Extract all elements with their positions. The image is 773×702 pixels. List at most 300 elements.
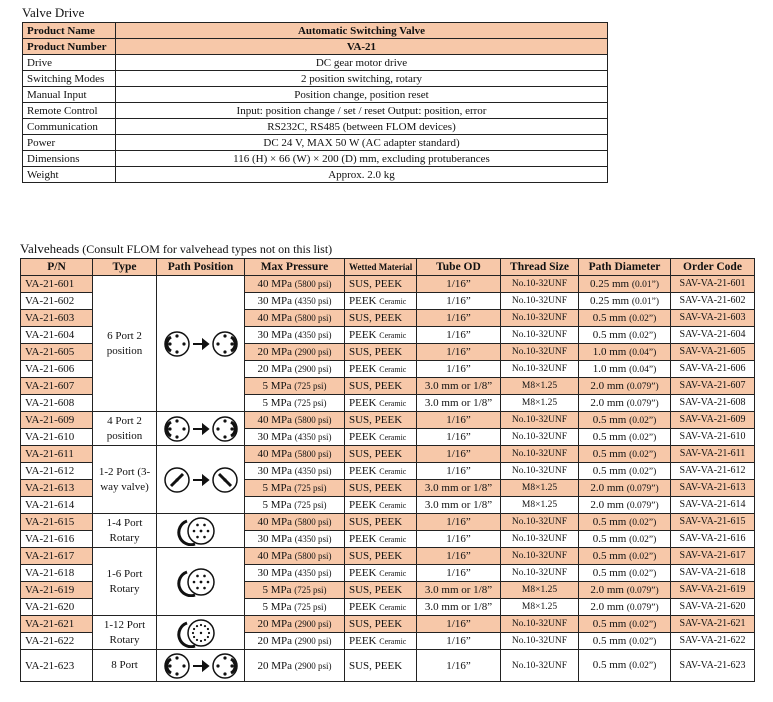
path-diameter-mm: 0.5 mm	[592, 464, 627, 477]
wetted-material-extra: Ceramic	[379, 636, 407, 646]
max-pressure-psi: (5800 psi)	[294, 415, 332, 425]
path-diameter-cell	[579, 650, 671, 682]
spec-row	[23, 103, 608, 119]
pn-cell: VA-21-620	[21, 599, 93, 616]
wetted-material-cell	[345, 565, 417, 582]
max-pressure-cell	[245, 310, 345, 327]
max-pressure-psi: (2900 psi)	[294, 364, 332, 374]
type-cell: 8 Port	[93, 650, 157, 682]
valve-drive-title: Valve Drive	[22, 5, 85, 20]
tube-od-cell: 1/16”	[417, 633, 501, 650]
wetted-material: PEEK	[349, 294, 377, 307]
order-code-cell: SAV-VA-21-611	[671, 446, 755, 463]
thread-size-cell: No.10-32UNF	[501, 344, 579, 361]
order-code-cell: SAV-VA-21-620	[671, 599, 755, 616]
spec-value: Input: position change / set / reset Output: position, error	[116, 103, 608, 119]
thread-size-cell: No.10-32UNF	[501, 514, 579, 531]
max-pressure-mpa: 40 MPa	[257, 312, 293, 324]
pn-cell: VA-21-606	[21, 361, 93, 378]
path-position-cell	[157, 276, 245, 412]
thread-size-cell: No.10-32UNF	[501, 310, 579, 327]
order-code-cell: SAV-VA-21-616	[671, 531, 755, 548]
pn-cell: VA-21-613	[21, 480, 93, 497]
path-diameter-mm: 2.0 mm	[590, 481, 624, 494]
wetted-material-cell	[345, 480, 417, 497]
wetted-material: SUS, PEEK	[349, 414, 403, 426]
wetted-material-cell	[345, 599, 417, 616]
pn-cell: VA-21-608	[21, 395, 93, 412]
1-4port-rotary-icon	[157, 516, 245, 546]
wetted-material-cell	[345, 531, 417, 548]
spec-label: Power	[23, 135, 116, 151]
max-pressure-cell	[245, 582, 345, 599]
column-header: Type	[93, 259, 157, 276]
thread-size-cell: No.10-32UNF	[501, 616, 579, 633]
path-diameter-mm: 0.5 mm	[592, 328, 627, 341]
table-row	[21, 548, 755, 565]
order-code-cell: SAV-VA-21-607	[671, 378, 755, 395]
path-diameter-mm: 0.5 mm	[592, 549, 627, 562]
thread-size-cell: No.10-32UNF	[501, 650, 579, 682]
path-diameter-cell	[579, 276, 671, 293]
wetted-material: PEEK	[349, 634, 377, 647]
wetted-material: SUS, PEEK	[349, 278, 403, 290]
tube-od-cell: 1/16”	[417, 463, 501, 480]
wetted-material-cell	[345, 514, 417, 531]
path-diameter-cell	[579, 310, 671, 327]
tube-od-cell: 1/16”	[417, 344, 501, 361]
table-row	[21, 514, 755, 531]
max-pressure-cell	[245, 446, 345, 463]
table-row	[21, 276, 755, 293]
thread-size-cell: No.10-32UNF	[501, 412, 579, 429]
path-diameter-cell	[579, 565, 671, 582]
spec-row	[23, 151, 608, 167]
order-code-cell: SAV-VA-21-604	[671, 327, 755, 344]
path-diameter-inch: (0.02”)	[629, 568, 657, 579]
order-code-cell: SAV-VA-21-614	[671, 497, 755, 514]
pn-cell: VA-21-603	[21, 310, 93, 327]
tube-od-cell: 1/16”	[417, 276, 501, 293]
wetted-material-cell	[345, 650, 417, 682]
path-diameter-cell	[579, 361, 671, 378]
6port-2position-switch-icon	[157, 329, 245, 359]
type-cell: 1-2 Port (3-way valve)	[93, 446, 157, 514]
order-code-cell: SAV-VA-21-618	[671, 565, 755, 582]
column-header: Wetted Material	[345, 259, 417, 276]
spec-value: DC gear motor drive	[116, 55, 608, 71]
spec-label: Drive	[23, 55, 116, 71]
path-diameter-inch: (0.02”)	[629, 330, 657, 341]
max-pressure-mpa: 20 MPa	[257, 659, 293, 672]
column-header: Max Pressure	[245, 259, 345, 276]
column-header: Order Code	[671, 259, 755, 276]
wetted-material-extra: Ceramic	[379, 432, 407, 442]
max-pressure-cell	[245, 344, 345, 361]
wetted-material: SUS, PEEK	[349, 448, 403, 460]
wetted-material: SUS, PEEK	[349, 346, 403, 358]
order-code-cell: SAV-VA-21-619	[671, 582, 755, 599]
order-code-cell: SAV-VA-21-602	[671, 293, 755, 310]
tube-od-cell: 1/16”	[417, 361, 501, 378]
thread-size-cell: M8×1.25	[501, 599, 579, 616]
thread-size-cell: No.10-32UNF	[501, 429, 579, 446]
max-pressure-cell	[245, 361, 345, 378]
type-cell: 1-12 Port Rotary	[93, 616, 157, 650]
table-row	[21, 446, 755, 463]
wetted-material: PEEK	[349, 532, 377, 545]
spec-row	[23, 23, 608, 39]
thread-size-cell: No.10-32UNF	[501, 293, 579, 310]
wetted-material-cell	[345, 276, 417, 293]
path-diameter-mm: 0.5 mm	[592, 659, 627, 671]
3way-valve-switch-icon	[157, 465, 245, 495]
max-pressure-psi: (4350 psi)	[294, 330, 332, 340]
thread-size-cell: No.10-32UNF	[501, 463, 579, 480]
max-pressure-cell	[245, 395, 345, 412]
tube-od-cell: 1/16”	[417, 531, 501, 548]
max-pressure-mpa: 30 MPa	[257, 465, 293, 477]
max-pressure-mpa: 5 MPa	[262, 584, 292, 596]
wetted-material: SUS, PEEK	[349, 516, 403, 528]
1-6port-rotary-icon	[157, 567, 245, 597]
path-diameter-inch: (0.04”)	[629, 347, 657, 358]
path-diameter-cell	[579, 463, 671, 480]
path-diameter-cell	[579, 378, 671, 395]
max-pressure-cell	[245, 412, 345, 429]
path-diameter-inch: (0.02”)	[629, 313, 657, 324]
order-code-cell: SAV-VA-21-603	[671, 310, 755, 327]
path-diameter-inch: (0.01”)	[631, 296, 660, 307]
wetted-material-cell	[345, 616, 417, 633]
wetted-material-cell	[345, 327, 417, 344]
pn-cell: VA-21-610	[21, 429, 93, 446]
path-diameter-inch: (0.02”)	[629, 432, 657, 443]
max-pressure-mpa: 40 MPa	[257, 550, 293, 562]
path-diameter-mm: 1.0 mm	[592, 362, 627, 375]
max-pressure-psi: (2900 psi)	[294, 636, 332, 646]
thread-size-cell: No.10-32UNF	[501, 446, 579, 463]
max-pressure-mpa: 30 MPa	[257, 295, 293, 307]
pn-cell: VA-21-622	[21, 633, 93, 650]
path-position-cell	[157, 616, 245, 650]
path-diameter-mm: 0.5 mm	[592, 617, 627, 630]
path-diameter-inch: (0.02”)	[629, 534, 657, 545]
table-row	[21, 412, 755, 429]
table-row	[21, 650, 755, 682]
wetted-material-extra: Ceramic	[379, 296, 407, 306]
path-position-cell	[157, 412, 245, 446]
max-pressure-cell	[245, 480, 345, 497]
path-diameter-cell	[579, 429, 671, 446]
path-diameter-cell	[579, 548, 671, 565]
order-code-cell: SAV-VA-21-623	[671, 650, 755, 682]
wetted-material-cell	[345, 293, 417, 310]
max-pressure-psi: (4350 psi)	[294, 534, 332, 544]
max-pressure-psi: (5800 psi)	[294, 551, 332, 561]
order-code-cell: SAV-VA-21-605	[671, 344, 755, 361]
path-position-cell	[157, 548, 245, 616]
wetted-material: SUS, PEEK	[349, 482, 403, 494]
path-diameter-mm: 2.0 mm	[590, 583, 624, 596]
wetted-material: SUS, PEEK	[349, 618, 403, 630]
path-diameter-mm: 1.0 mm	[592, 345, 627, 358]
wetted-material: SUS, PEEK	[349, 584, 403, 596]
tube-od-cell: 1/16”	[417, 327, 501, 344]
pn-cell: VA-21-604	[21, 327, 93, 344]
valveheads-table	[20, 258, 755, 682]
path-diameter-inch: (0.02”)	[629, 551, 657, 562]
wetted-material-cell	[345, 582, 417, 599]
thread-size-cell: No.10-32UNF	[501, 361, 579, 378]
1-12port-rotary-icon	[157, 618, 245, 648]
pn-cell: VA-21-619	[21, 582, 93, 599]
path-diameter-mm: 2.0 mm	[590, 379, 624, 392]
path-diameter-mm: 0.5 mm	[592, 515, 627, 528]
max-pressure-cell	[245, 293, 345, 310]
wetted-material-cell	[345, 633, 417, 650]
path-diameter-cell	[579, 531, 671, 548]
wetted-material-extra: Ceramic	[379, 602, 407, 612]
pn-cell: VA-21-607	[21, 378, 93, 395]
order-code-cell: SAV-VA-21-612	[671, 463, 755, 480]
max-pressure-cell	[245, 531, 345, 548]
path-diameter-inch: (0.02”)	[629, 636, 657, 647]
column-header: Path Diameter	[579, 259, 671, 276]
spec-row	[23, 119, 608, 135]
path-diameter-mm: 0.5 mm	[592, 566, 627, 579]
thread-size-cell: No.10-32UNF	[501, 327, 579, 344]
wetted-material-extra: Ceramic	[379, 398, 407, 408]
pn-cell: VA-21-617	[21, 548, 93, 565]
spec-row	[23, 55, 608, 71]
max-pressure-psi: (2900 psi)	[294, 660, 332, 671]
wetted-material-extra: Ceramic	[379, 568, 407, 578]
path-diameter-mm: 0.5 mm	[592, 430, 627, 443]
path-diameter-cell	[579, 497, 671, 514]
spec-row	[23, 87, 608, 103]
valveheads-title-main: Valveheads	[20, 241, 80, 256]
path-diameter-cell	[579, 446, 671, 463]
path-diameter-inch: (0.079”)	[626, 381, 659, 392]
path-diameter-cell	[579, 395, 671, 412]
pn-cell: VA-21-615	[21, 514, 93, 531]
path-diameter-inch: (0.02”)	[629, 415, 657, 426]
spec-row	[23, 71, 608, 87]
type-cell: 6 Port 2 position	[93, 276, 157, 412]
wetted-material: PEEK	[349, 498, 377, 511]
max-pressure-cell	[245, 565, 345, 582]
max-pressure-mpa: 30 MPa	[257, 567, 293, 579]
spec-value: DC 24 V, MAX 50 W (AC adapter standard)	[116, 135, 608, 151]
order-code-cell: SAV-VA-21-615	[671, 514, 755, 531]
wetted-material-cell	[345, 395, 417, 412]
path-diameter-inch: (0.079”)	[626, 500, 659, 511]
max-pressure-cell	[245, 599, 345, 616]
path-diameter-inch: (0.02”)	[629, 517, 657, 528]
tube-od-cell: 1/16”	[417, 565, 501, 582]
path-diameter-inch: (0.02”)	[629, 661, 657, 671]
type-cell: 1-4 Port Rotary	[93, 514, 157, 548]
valveheads-title	[20, 241, 332, 257]
pn-cell: VA-21-612	[21, 463, 93, 480]
max-pressure-psi: (5800 psi)	[294, 517, 332, 527]
max-pressure-cell	[245, 327, 345, 344]
max-pressure-mpa: 20 MPa	[257, 635, 293, 647]
path-diameter-inch: (0.079”)	[626, 483, 659, 494]
pn-cell: VA-21-621	[21, 616, 93, 633]
max-pressure-mpa: 30 MPa	[257, 329, 293, 341]
path-position-cell	[157, 446, 245, 514]
max-pressure-mpa: 5 MPa	[262, 482, 292, 494]
thread-size-cell: No.10-32UNF	[501, 633, 579, 650]
valveheads-title-note: (Consult FLOM for valvehead types not on this list)	[79, 242, 333, 256]
max-pressure-mpa: 20 MPa	[257, 618, 293, 630]
pn-cell: VA-21-616	[21, 531, 93, 548]
max-pressure-mpa: 5 MPa	[262, 397, 292, 409]
max-pressure-cell	[245, 514, 345, 531]
pn-cell: VA-21-601	[21, 276, 93, 293]
column-header: Thread Size	[501, 259, 579, 276]
path-diameter-inch: (0.079”)	[626, 585, 659, 596]
spec-value: VA-21	[116, 39, 608, 55]
wetted-material-cell	[345, 378, 417, 395]
wetted-material: PEEK	[349, 362, 377, 375]
pn-cell: VA-21-618	[21, 565, 93, 582]
tube-od-cell: 3.0 mm or 1/8”	[417, 599, 501, 616]
wetted-material: SUS, PEEK	[349, 659, 403, 672]
path-diameter-inch: (0.04”)	[629, 364, 657, 375]
path-diameter-inch: (0.01”)	[631, 279, 660, 290]
spec-label: Manual Input	[23, 87, 116, 103]
path-diameter-cell	[579, 514, 671, 531]
column-header: P/N	[21, 259, 93, 276]
spec-label: Product Number	[23, 39, 116, 55]
path-diameter-cell	[579, 344, 671, 361]
tube-od-cell: 1/16”	[417, 412, 501, 429]
max-pressure-psi: (4350 psi)	[294, 466, 332, 476]
path-diameter-mm: 0.5 mm	[592, 447, 627, 460]
order-code-cell: SAV-VA-21-609	[671, 412, 755, 429]
path-position-cell	[157, 514, 245, 548]
thread-size-cell: No.10-32UNF	[501, 276, 579, 293]
spec-value: 2 position switching, rotary	[116, 71, 608, 87]
wetted-material-cell	[345, 429, 417, 446]
max-pressure-cell	[245, 548, 345, 565]
max-pressure-psi: (5800 psi)	[294, 279, 332, 289]
wetted-material-extra: Ceramic	[379, 500, 407, 510]
spec-row	[23, 39, 608, 55]
spec-label: Switching Modes	[23, 71, 116, 87]
tube-od-cell: 3.0 mm or 1/8”	[417, 480, 501, 497]
max-pressure-cell	[245, 429, 345, 446]
4port-2position-switch-icon	[157, 414, 245, 444]
column-header: Tube OD	[417, 259, 501, 276]
order-code-cell: SAV-VA-21-617	[671, 548, 755, 565]
wetted-material-extra: Ceramic	[379, 534, 407, 544]
valve-drive-spec-table	[22, 22, 608, 183]
spec-value: Automatic Switching Valve	[116, 23, 608, 39]
spec-value: Approx. 2.0 kg	[116, 167, 608, 183]
max-pressure-mpa: 40 MPa	[257, 516, 293, 528]
path-diameter-cell	[579, 616, 671, 633]
8port-switch-icon	[157, 651, 245, 681]
path-diameter-cell	[579, 582, 671, 599]
max-pressure-mpa: 30 MPa	[257, 431, 293, 443]
pn-cell: VA-21-605	[21, 344, 93, 361]
max-pressure-psi: (725 psi)	[294, 483, 327, 493]
path-diameter-mm: 0.5 mm	[592, 413, 627, 426]
path-diameter-cell	[579, 633, 671, 650]
tube-od-cell: 1/16”	[417, 446, 501, 463]
order-code-cell: SAV-VA-21-608	[671, 395, 755, 412]
pn-cell: VA-21-614	[21, 497, 93, 514]
max-pressure-cell	[245, 378, 345, 395]
max-pressure-psi: (5800 psi)	[294, 449, 332, 459]
max-pressure-cell	[245, 497, 345, 514]
spec-row	[23, 135, 608, 151]
thread-size-cell: M8×1.25	[501, 395, 579, 412]
max-pressure-mpa: 20 MPa	[257, 346, 293, 358]
spec-label: Communication	[23, 119, 116, 135]
path-diameter-mm: 0.5 mm	[592, 311, 627, 324]
spec-label: Product Name	[23, 23, 116, 39]
order-code-cell: SAV-VA-21-621	[671, 616, 755, 633]
max-pressure-psi: (4350 psi)	[294, 432, 332, 442]
spec-value: RS232C, RS485 (between FLOM devices)	[116, 119, 608, 135]
tube-od-cell: 1/16”	[417, 514, 501, 531]
spec-row	[23, 167, 608, 183]
thread-size-cell: M8×1.25	[501, 480, 579, 497]
path-diameter-cell	[579, 293, 671, 310]
pn-cell: VA-21-611	[21, 446, 93, 463]
tube-od-cell: 3.0 mm or 1/8”	[417, 582, 501, 599]
max-pressure-cell	[245, 633, 345, 650]
path-diameter-inch: (0.02”)	[629, 466, 657, 477]
order-code-cell: SAV-VA-21-606	[671, 361, 755, 378]
path-diameter-inch: (0.079”)	[626, 602, 659, 613]
max-pressure-psi: (725 psi)	[294, 398, 327, 408]
tube-od-cell: 1/16”	[417, 429, 501, 446]
path-diameter-cell	[579, 480, 671, 497]
path-diameter-cell	[579, 412, 671, 429]
order-code-cell: SAV-VA-21-613	[671, 480, 755, 497]
path-diameter-mm: 0.5 mm	[592, 532, 627, 545]
max-pressure-cell	[245, 463, 345, 480]
max-pressure-psi: (2900 psi)	[294, 347, 332, 357]
wetted-material: PEEK	[349, 430, 377, 443]
wetted-material-cell	[345, 412, 417, 429]
path-diameter-inch: (0.02”)	[629, 619, 657, 630]
path-diameter-inch: (0.079”)	[626, 398, 659, 409]
max-pressure-mpa: 5 MPa	[262, 601, 292, 613]
wetted-material: PEEK	[349, 396, 377, 409]
wetted-material: PEEK	[349, 464, 377, 477]
wetted-material-cell	[345, 344, 417, 361]
wetted-material: PEEK	[349, 566, 377, 579]
thread-size-cell: No.10-32UNF	[501, 548, 579, 565]
wetted-material-extra: Ceramic	[379, 330, 407, 340]
thread-size-cell: M8×1.25	[501, 378, 579, 395]
max-pressure-psi: (725 psi)	[294, 585, 327, 595]
spec-label: Remote Control	[23, 103, 116, 119]
path-diameter-mm: 2.0 mm	[590, 498, 624, 511]
wetted-material: SUS, PEEK	[349, 380, 403, 392]
wetted-material: PEEK	[349, 328, 377, 341]
path-diameter-cell	[579, 599, 671, 616]
wetted-material-cell	[345, 548, 417, 565]
wetted-material-cell	[345, 446, 417, 463]
